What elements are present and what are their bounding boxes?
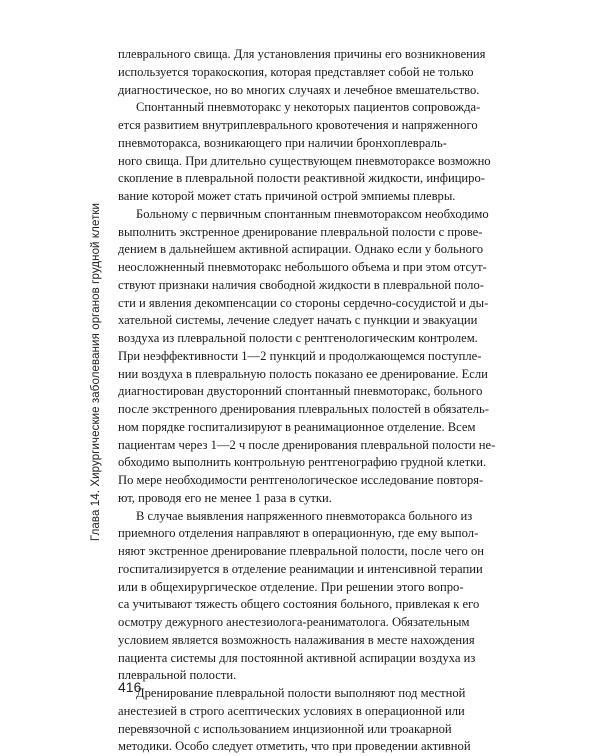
paragraph-3: [118, 206, 514, 508]
text-line: няют экстренное дренирование плевральной полости, после чего он: [118, 544, 485, 558]
text-line: диагностирован двусторонний спонтанный пневмоторакс, больного: [118, 384, 483, 399]
text-line: Больному с первичным спонтанным пневмотораксом необходимо: [136, 206, 489, 221]
text-line: вание которой может стать причиной острой эмпиемы плевры.: [118, 189, 456, 203]
text-line: сти и явления декомпенсации со стороны сердечно-сосудистой и ды-: [118, 295, 489, 310]
text-line: нии воздуха в плевральную полость показано ее дренирование. Если: [118, 366, 488, 381]
text-line: дением в дальнейшем активной аспирации. Однако если у больного: [118, 242, 484, 257]
text-line: скопление в плевральной полости реактивной жидкости, инфициро-: [118, 171, 485, 186]
text-line: ют, проводя его не менее 1 раза в сутки.: [118, 490, 332, 505]
text-line: после экстренного дренирования плевральных полостей в обязатель-: [118, 402, 489, 416]
text-line: осмотру дежурного анестезиолога-реаниматолога. Обязательным: [118, 615, 470, 629]
text-line: госпитализируется в отделение реанимации и интенсивной терапии: [118, 561, 483, 576]
text-line: Дренирование плевральной полости выполняют под местной: [136, 686, 466, 700]
text-line: плеврального свища. Для установления причины его возникновения: [118, 47, 486, 61]
text-line: плевральной полости.: [118, 668, 237, 683]
text-line: диагностическое, но во многих случаях и лечебное вмешательство.: [118, 82, 480, 97]
paragraph-2: [118, 99, 514, 206]
text-line: ном порядке госпитализируют в реанимационное отделение. Всем: [118, 419, 476, 434]
text-line: воздуха из плевральной полости с рентгенологическим контролем.: [118, 331, 478, 345]
running-head: Глава 14. Хирургические заболевания органов грудной клетки: [90, 202, 102, 542]
text-line: перевязочной с использованием инцизионной или троакарной: [118, 721, 452, 736]
text-line: ется развитием внутриплеврального кровотечения и напряженного: [118, 118, 478, 132]
page-number: 416: [118, 679, 142, 695]
text-line: пневмоторакса, возникающего при наличии бронхоплевраль-: [118, 135, 447, 150]
text-line: анестезией в строго асептических условиях в операционной или: [118, 703, 465, 718]
text-line: са учитывают тяжесть общего состояния больного, привлекая к его: [118, 597, 480, 612]
text-line: неосложненный пневмоторакс небольшого объема и при этом отсут-: [118, 260, 487, 274]
body-text: [118, 46, 514, 756]
text-line: условием является возможность налаживания в месте нахождения: [118, 632, 475, 647]
text-line: По мере необходимости рентгенологическое исследование повторя-: [118, 473, 484, 487]
text-line: Спонтанный пневмоторакс у некоторых пациентов сопровожда-: [136, 100, 481, 115]
text-line: При неэффективности 1—2 пункций и продолжающемся поступле-: [118, 348, 482, 363]
text-line: пациента системы для постоянной активной аспирации воздуха из: [118, 650, 476, 665]
paragraph-5: [118, 685, 514, 756]
paragraph-1: [118, 46, 514, 99]
text-line: методики. Особо следует отметить, что при проведении активной: [118, 739, 471, 754]
text-line: или в общехирургическое отделение. При решении этого вопро-: [118, 579, 464, 594]
text-line: хательной системы, лечение следует начать с пункции и эвакуации: [118, 313, 478, 328]
text-line: В случае выявления напряженного пневмоторакса больного из: [136, 508, 473, 523]
text-line: ного свища. При длительно существующем пневмотораксе возможно: [118, 153, 491, 168]
text-line: ствуют признаки наличия свободной жидкости в плевральной поло-: [118, 277, 484, 292]
text-line: обходимо выполнить контрольную рентгенографию грудной клетки.: [118, 455, 487, 470]
text-line: выполнить экстренное дренирование плевральной полости с прове-: [118, 224, 483, 239]
paragraph-4: [118, 508, 514, 686]
text-line: пациентам через 1—2 ч после дренирования плевральной полости не-: [118, 437, 496, 452]
text-line: приемного отделения направляют в операционную, где ему выпол-: [118, 526, 479, 541]
text-line: используется торакоскопия, которая представляет собой не только: [118, 64, 474, 79]
